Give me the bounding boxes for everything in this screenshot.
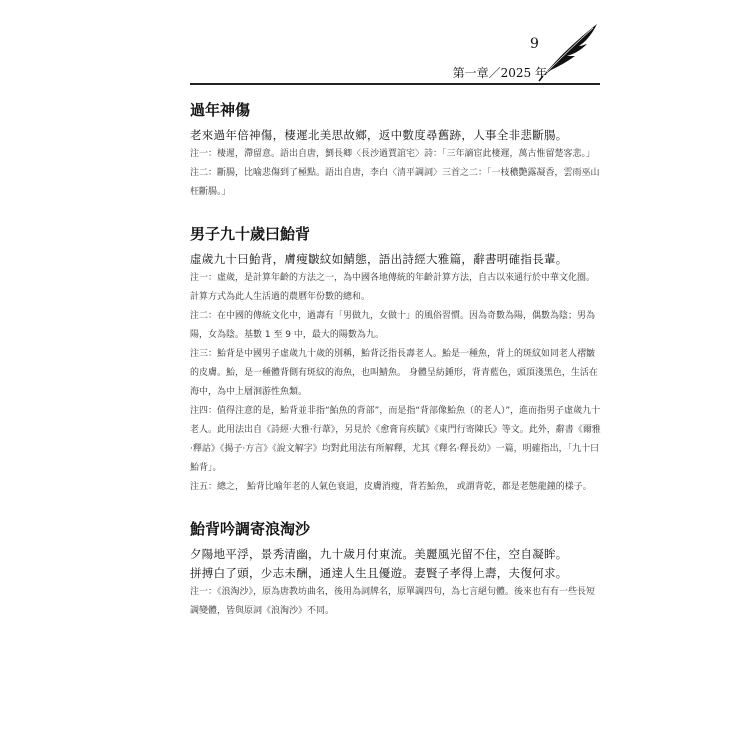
page-header	[190, 20, 605, 90]
section-title: 男子九十歲曰鮐背	[190, 225, 311, 243]
poem-section	[190, 224, 602, 497]
footnote: 注一：《浪淘沙》，原為唐教坊曲名，後用為詞牌名，原單調四句，為七言絕句體。後來也有有一些長短調變體，皆與原詞《浪淘沙》不同。	[190, 587, 596, 616]
section-title: 鮐背吟調寄浪淘沙	[190, 520, 311, 538]
chapter-heading: 第一章／2025 年	[452, 66, 547, 80]
footnote: 注三：鮐背是中國男子虛歲九十歲的別稱，鮐背泛指長壽老人。鮐是一種魚，背上的斑紋如同老人褶皺的皮膚。鮐，是一種體背側有斑紋的海魚，也叫鯖魚。 身體呈紡錘形，背青藍色，頭頂淺黑色，生活在海中，為中上層洄游性魚類。	[190, 349, 598, 397]
page-number: 9	[530, 36, 539, 52]
page-content	[190, 100, 602, 643]
footnote: 注四：值得注意的是，鮐背並非指“鮐魚的背部”，而是指“背部像鮐魚（的老人）”，進而指男子虛歲九十老人。此用法出自《詩經·大雅·行葦》，另見於《愈膏肓疾賦》《東門行寄陳氏》等文。此外，辭書《爾雅·釋詁》《揚子·方言》《說文解字》均對此用法有所解釋，尤其《釋名·釋長幼》一篇，明確指出，「九十曰鮐背」。	[190, 406, 601, 473]
poem-line: 老來過年倍神傷，棲遲北美思故鄉，返中數度尋舊跡，人事全非悲斷腸。	[190, 128, 568, 142]
footnote: 注二：斷腸，比喻悲傷到了極點。語出自唐，李白〈清平調詞〉三首之二：「一枝穠艷露凝香，雲雨巫山枉斷腸。」	[190, 168, 600, 197]
header-rule	[190, 83, 600, 85]
poem-section	[190, 100, 602, 202]
quill-pen-icon	[535, 20, 603, 82]
footnote: 注五：總之， 鮐背比喻年老的人氣色衰退，皮膚消瘦，背若鮐魚， 或謂背乾，都是老態龍鐘的樣子。	[190, 482, 592, 492]
poem-line: 夕陽地平浮，景秀清幽，九十歲月付東流。美麗風光留不住，空自凝眸。	[190, 547, 568, 561]
poem-line: 虛歲九十曰鮐背，膚瘦皺紋如鯖態，語出詩經大雅篇，辭書明確指長輩。	[190, 252, 568, 266]
poem-line: 拼搏白了頭，少志未酬，通達人生且優遊。妻賢子孝得上壽，夫復何求。	[190, 566, 568, 580]
poem-section	[190, 519, 602, 621]
footnote: 注二：在中國的傳統文化中，過壽有「男做九，女做十」的風俗習慣。因為奇數為陽，偶數為陰；男為陽，女為陰。基數 1 至 9 中，最大的陽數為九。	[190, 311, 596, 340]
footnote: 注一：虛歲，是計算年齡的方法之一，為中國各地傳統的年齡計算方法，自古以來通行於中華文化圈。計算方式為此人生活過的農曆年份數的總和。	[190, 273, 596, 302]
footnote: 注一：棲遲，滯留意。語出自唐，劉長卿〈長沙過賈誼宅〉詩：「三年謫宦此棲遲，萬古惟留楚客悲。」	[190, 149, 596, 159]
section-title: 過年神傷	[190, 101, 251, 119]
